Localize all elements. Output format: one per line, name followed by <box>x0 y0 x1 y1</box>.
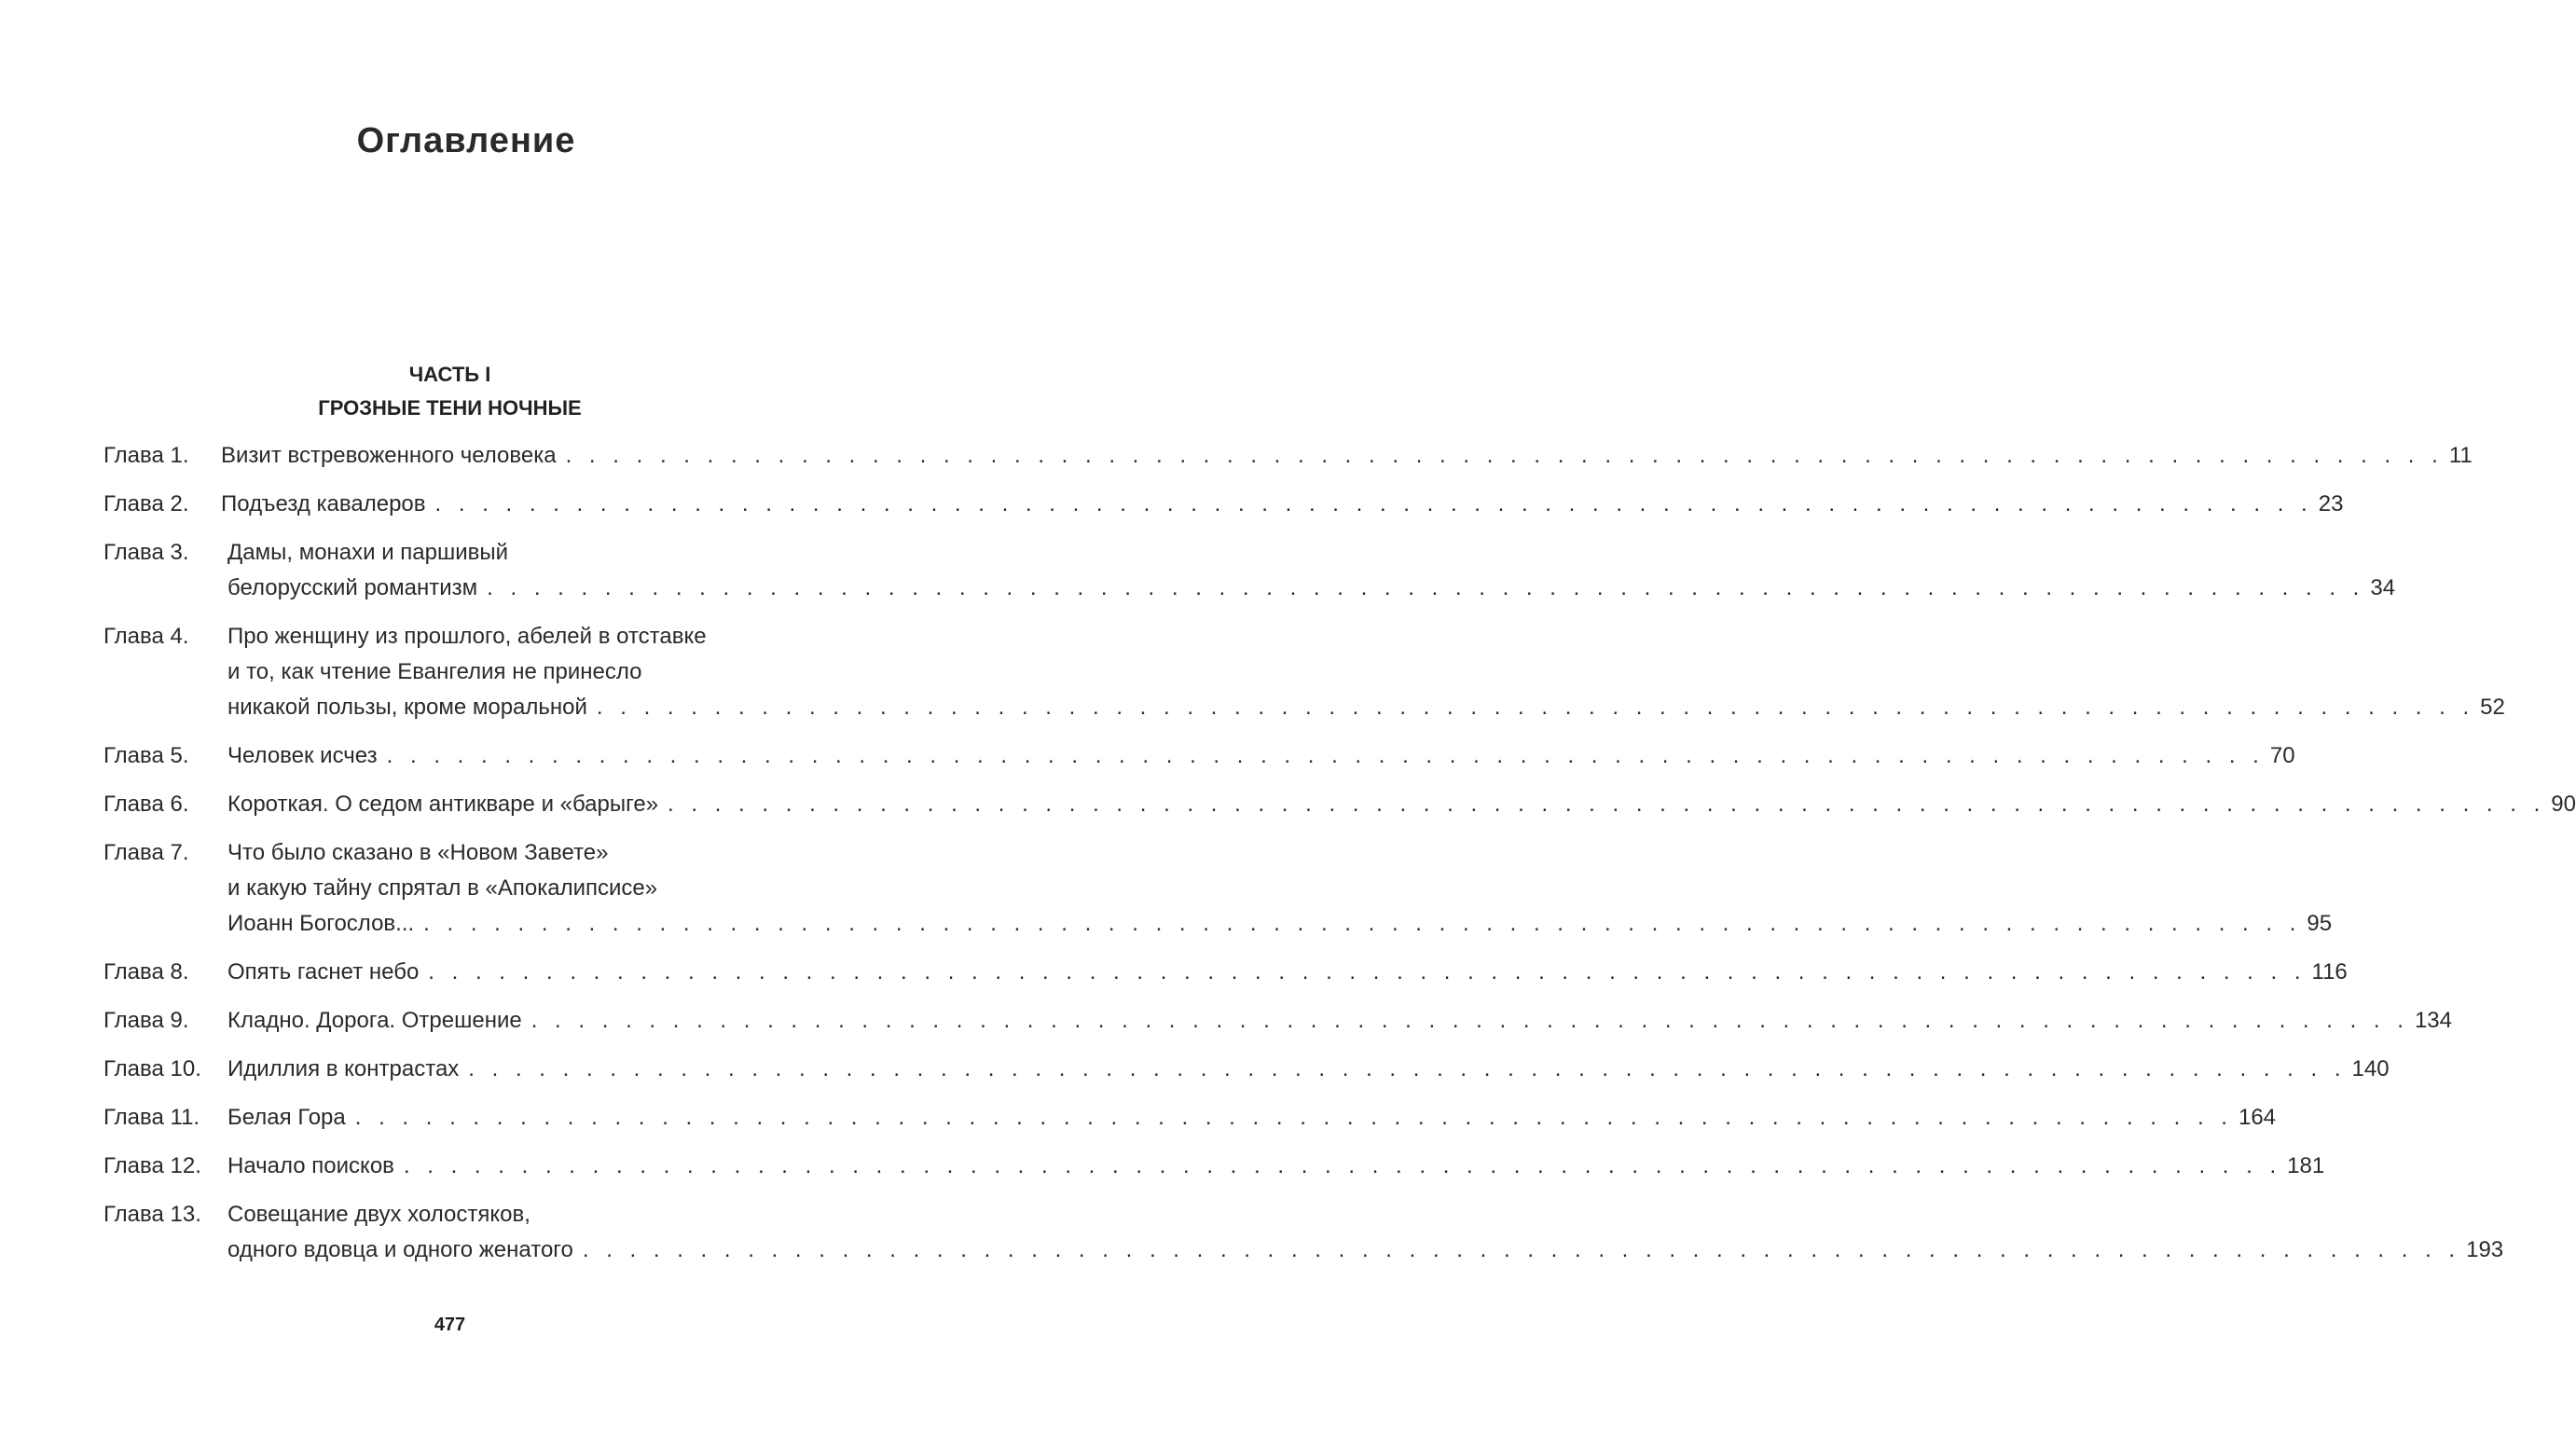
dot-leader: . . . . . . . . . . . . . . . . . . . . . . . . . . . . . . . . . . . . . . . . . . . . . . . . . . . . . . . . . . . . . . . . . . . . . . . . . . . . . . . . <box>565 443 2444 468</box>
toc-entry <box>103 487 2344 522</box>
dot-leader: . . . . . . . . . . . . . . . . . . . . . . . . . . . . . . . . . . . . . . . . . . . . . . . . . . . . . . . . . . . . . . . . . . . . . . . . . . . . . . . . <box>434 491 2313 516</box>
chapter-label: Глава 13. <box>103 1202 201 1227</box>
chapter-page-number: 193 <box>2466 1237 2504 1262</box>
chapter-title-last-line <box>221 487 2344 522</box>
chapter-title-line: Дамы, монахи и паршивый <box>227 540 509 565</box>
part-heading <box>0 358 900 425</box>
toc-entry <box>103 1197 2504 1268</box>
chapter-label: Глава 5. <box>103 743 189 768</box>
chapter-page-number: 52 <box>2480 695 2505 720</box>
dot-leader: . . . . . . . . . . . . . . . . . . . . . . . . . . . . . . . . . . . . . . . . . . . . . . . . . . . . . . . . . . . . . . . . . . . . . . . . . . . . . . . . <box>428 959 2307 985</box>
chapter-title-line: Начало поисков <box>227 1153 394 1178</box>
chapter-title-last-line <box>227 738 2295 774</box>
chapter-title-block <box>221 1197 2504 1268</box>
dot-leader: . . . . . . . . . . . . . . . . . . . . . . . . . . . . . . . . . . . . . . . . . . . . . . . . . . . . . . . . . . . . . . . . . . . . . . . . . . . . . . . . <box>530 1008 2409 1033</box>
chapter-title-last-line <box>227 1003 2452 1039</box>
chapter-title-last-line <box>227 690 2505 725</box>
chapter-title-line: Белая Гора <box>227 1105 346 1130</box>
chapter-label: Глава 11. <box>103 1105 200 1130</box>
page-title: Оглавление <box>356 121 576 160</box>
dot-leader: . . . . . . . . . . . . . . . . . . . . . . . . . . . . . . . . . . . . . . . . . . . . . . . . . . . . . . . . . . . . . . . . . . . . . . . . . . . . . . . . <box>596 695 2475 720</box>
chapter-title-line: Человек исчез <box>227 743 378 768</box>
chapter-label: Глава 4. <box>103 624 189 649</box>
chapter-title-line: и то, как чтение Евангелия не принесло <box>227 659 642 684</box>
toc-entry <box>103 738 2295 774</box>
chapter-page-number: 11 <box>2448 443 2473 468</box>
chapter-title-block <box>221 1052 2390 1087</box>
dot-leader: . . . . . . . . . . . . . . . . . . . . . . . . . . . . . . . . . . . . . . . . . . . . . . . . . . . . . . . . . . . . . . . . . . . . . . . . . . . . . . . . <box>468 1056 2347 1081</box>
chapter-title-line: Кладно. Дорога. Отрешение <box>227 1008 522 1033</box>
chapter-title-block <box>221 619 2505 725</box>
chapter-title-last-line <box>227 1100 2277 1136</box>
chapter-label: Глава 6. <box>103 792 189 817</box>
toc-entry <box>103 1052 2390 1087</box>
toc-entry <box>103 955 2348 990</box>
chapter-page-number: 95 <box>2307 911 2333 936</box>
toc-entry <box>103 438 2473 474</box>
chapter-page-number: 164 <box>2238 1105 2277 1130</box>
chapter-title-line: Визит встревоженного человека <box>221 443 557 468</box>
chapter-title-last-line <box>227 955 2348 990</box>
chapter-title-last-line <box>227 571 2396 606</box>
chapter-label: Глава 1. <box>103 443 189 468</box>
toc-entry <box>103 787 2576 822</box>
chapter-title-line: и какую тайну спрятал в «Апокалипсисе» <box>227 875 658 901</box>
chapter-title-line: Что было сказано в «Новом Завете» <box>227 840 609 865</box>
toc-entry <box>103 535 2396 606</box>
chapter-title-line: Подъезд кавалеров <box>221 491 426 516</box>
chapter-title-block <box>221 487 2344 522</box>
chapter-page-number: 23 <box>2318 491 2344 516</box>
dot-leader: . . . . . . . . . . . . . . . . . . . . . . . . . . . . . . . . . . . . . . . . . . . . . . . . . . . . . . . . . . . . . . . . . . . . . . . . . . . . . . . . <box>487 575 2365 600</box>
chapter-title-block <box>221 955 2348 990</box>
dot-leader: . . . . . . . . . . . . . . . . . . . . . . . . . . . . . . . . . . . . . . . . . . . . . . . . . . . . . . . . . . . . . . . . . . . . . . . . . . . . . . . . <box>582 1237 2461 1262</box>
toc-entry <box>103 1100 2277 1136</box>
chapter-page-number: 140 <box>2351 1056 2390 1081</box>
chapter-title-line: никакой пользы, кроме моральной <box>227 695 587 720</box>
table-of-contents <box>103 438 2576 1281</box>
chapter-label: Глава 2. <box>103 491 189 516</box>
part-label: ЧАСТЬ I <box>408 363 491 386</box>
chapter-title-block <box>221 1149 2325 1184</box>
page-number: 477 <box>434 1315 466 1335</box>
chapter-title-block <box>221 1100 2277 1136</box>
chapter-label: Глава 9. <box>103 1008 189 1033</box>
chapter-title-block <box>221 835 2333 942</box>
chapter-title-line: белорусский романтизм <box>227 575 478 600</box>
toc-entry <box>103 1003 2452 1039</box>
chapter-page-number: 181 <box>2287 1153 2325 1178</box>
toc-entry <box>103 619 2505 725</box>
chapter-title-last-line <box>227 787 2576 822</box>
chapter-page-number: 134 <box>2414 1008 2452 1033</box>
chapter-title-line: Про женщину из прошлого, абелей в отставке <box>227 624 707 649</box>
chapter-title-block <box>221 438 2473 474</box>
chapter-page-number: 90 <box>2551 792 2576 817</box>
chapter-title-last-line <box>221 438 2473 474</box>
chapter-title-line: одного вдовца и одного женатого <box>227 1237 573 1262</box>
chapter-title-last-line <box>227 1149 2325 1184</box>
chapter-title-last-line <box>227 906 2333 942</box>
chapter-title-block <box>221 535 2396 606</box>
dot-leader: . . . . . . . . . . . . . . . . . . . . . . . . . . . . . . . . . . . . . . . . . . . . . . . . . . . . . . . . . . . . . . . . . . . . . . . . . . . . . . . . <box>403 1153 2282 1178</box>
chapter-label: Глава 8. <box>103 959 189 985</box>
chapter-title-line: Опять гаснет небо <box>227 959 420 985</box>
dot-leader: . . . . . . . . . . . . . . . . . . . . . . . . . . . . . . . . . . . . . . . . . . . . . . . . . . . . . . . . . . . . . . . . . . . . . . . . . . . . . . . . <box>423 911 2302 936</box>
chapter-title-line: Короткая. О седом антикваре и «барыге» <box>227 792 659 817</box>
chapter-title-block <box>221 787 2576 822</box>
dot-leader: . . . . . . . . . . . . . . . . . . . . . . . . . . . . . . . . . . . . . . . . . . . . . . . . . . . . . . . . . . . . . . . . . . . . . . . . . . . . . . . . <box>668 792 2546 817</box>
part-title: ГРОЗНЫЕ ТЕНИ НОЧНЫЕ <box>318 396 582 420</box>
toc-entry <box>103 1149 2325 1184</box>
chapter-page-number: 70 <box>2269 743 2295 768</box>
chapter-title-line: Совещание двух холостяков, <box>227 1202 530 1227</box>
chapter-label: Глава 12. <box>103 1153 201 1178</box>
chapter-label: Глава 3. <box>103 540 189 565</box>
dot-leader: . . . . . . . . . . . . . . . . . . . . . . . . . . . . . . . . . . . . . . . . . . . . . . . . . . . . . . . . . . . . . . . . . . . . . . . . . . . . . . . . <box>386 743 2265 768</box>
chapter-title-line: Иоанн Богослов... <box>227 911 415 936</box>
dot-leader: . . . . . . . . . . . . . . . . . . . . . . . . . . . . . . . . . . . . . . . . . . . . . . . . . . . . . . . . . . . . . . . . . . . . . . . . . . . . . . . . <box>354 1105 2233 1130</box>
chapter-title-block <box>221 1003 2452 1039</box>
chapter-label: Глава 7. <box>103 840 189 865</box>
toc-entry <box>103 835 2333 942</box>
chapter-title-last-line <box>227 1233 2504 1268</box>
chapter-title-line: Идиллия в контрастах <box>227 1056 460 1081</box>
chapter-page-number: 116 <box>2311 959 2348 985</box>
chapter-title-last-line <box>227 1052 2390 1087</box>
chapter-label: Глава 10. <box>103 1056 201 1081</box>
chapter-title-block <box>221 738 2295 774</box>
chapter-page-number: 34 <box>2370 575 2396 600</box>
